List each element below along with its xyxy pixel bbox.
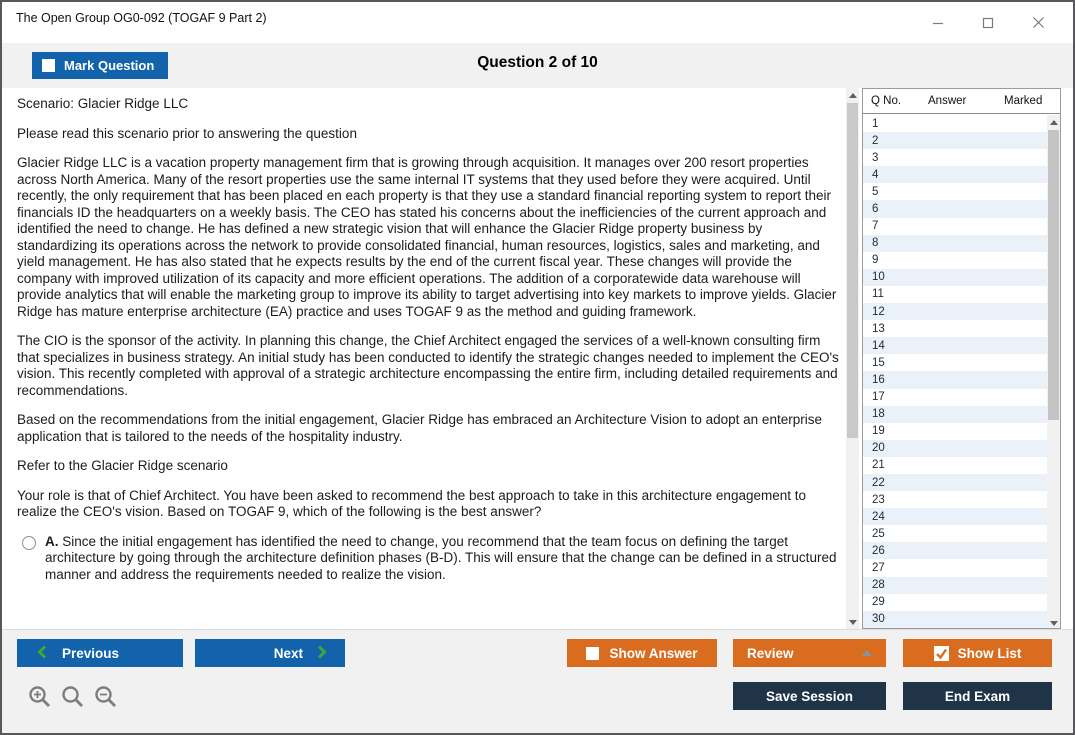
question-task: Your role is that of Chief Architect. You have been asked to recommend the best approach to take in this architecture engagement to realize the CEO's vision. Based on TOGAF 9, which of the following is the best answer? [17, 487, 806, 519]
col-answer: Answer [928, 95, 967, 107]
scenario-paragraph: Based on the recommendations from the initial engagement, Glacier Ridge has embraced an Architecture Vision to adopt an enterprise application that is tailored to the needs of the hospitality industry. [17, 412, 822, 444]
show-list-checkbox[interactable] [934, 646, 949, 661]
review-label: Review [747, 645, 794, 661]
question-list [863, 115, 1060, 628]
scroll-up-icon[interactable] [1047, 115, 1060, 129]
row-qno: 15 [872, 356, 885, 369]
question-counter: Question 2 of 10 [477, 54, 598, 71]
show-list-button[interactable] [903, 639, 1052, 667]
question-text [17, 96, 839, 583]
question-list-row[interactable] [863, 406, 1047, 423]
option-a-radio[interactable] [22, 536, 36, 550]
question-list-row[interactable] [863, 269, 1047, 286]
row-qno: 13 [872, 322, 885, 335]
row-qno: 30 [872, 613, 885, 626]
row-qno: 4 [872, 168, 879, 181]
review-button[interactable] [733, 639, 886, 667]
show-answer-button[interactable] [567, 639, 717, 667]
row-qno: 9 [872, 254, 879, 267]
refer-line: Refer to the Glacier Ridge scenario [17, 458, 228, 473]
question-list-row[interactable] [863, 183, 1047, 200]
zoom-toolbar [28, 685, 118, 709]
question-list-row[interactable] [863, 440, 1047, 457]
chevron-left-icon [37, 645, 47, 662]
footer-bar [2, 629, 1073, 733]
question-list-header [863, 89, 1060, 114]
row-qno: 1 [872, 117, 879, 130]
row-qno: 3 [872, 151, 879, 164]
question-list-row[interactable] [863, 594, 1047, 611]
row-qno: 20 [872, 442, 885, 455]
close-icon [1032, 16, 1045, 29]
zoom-out-icon[interactable] [94, 685, 118, 709]
question-list-row[interactable] [863, 559, 1047, 576]
question-list-row[interactable] [863, 200, 1047, 217]
question-list-row[interactable] [863, 577, 1047, 594]
row-qno: 23 [872, 493, 885, 506]
question-list-row[interactable] [863, 286, 1047, 303]
option-a-text: A. Since the initial engagement has identified the need to change, you recommend that the team focus on defining the target architecture by going through the architecture definition phases (B-D). This will ensure that the change can be defined in a structured manner and address the requirements needed to realize the vision. [45, 533, 837, 582]
question-list-row[interactable] [863, 303, 1047, 320]
row-qno: 19 [872, 425, 885, 438]
question-list-row[interactable] [863, 252, 1047, 269]
row-qno: 10 [872, 271, 885, 284]
question-list-row[interactable] [863, 457, 1047, 474]
minimize-icon [932, 17, 944, 29]
question-list-row[interactable] [863, 166, 1047, 183]
row-qno: 29 [872, 596, 885, 609]
row-qno: 7 [872, 220, 879, 233]
row-qno: 5 [872, 185, 879, 198]
row-qno: 18 [872, 408, 885, 421]
question-panel [2, 88, 860, 629]
question-list-row[interactable] [863, 235, 1047, 252]
row-qno: 17 [872, 391, 885, 404]
question-list-row[interactable] [863, 611, 1047, 628]
scenario-title: Scenario: Glacier Ridge LLC [17, 96, 189, 111]
header-strip [2, 43, 1073, 88]
scenario-paragraph: Glacier Ridge LLC is a vacation property management firm that is growing through acquisition. It manages over 200 resort properties across North America. Many of the resort properties use the same internal IT systems that they used before they were acquired. Until recently, the only requirement that has been placed en each property is that they use a standard financial reporting system to report their financials ID the headquarters on a weekly basis. The CEO has stated his concerns about the inefficiencies of the current approach and identified the need to change. He has defined a new strategic vision that will enhance the Glacier Ridge property business by standardizing its operations across the network to provide consolidated financial, human resources, logistics, sales and marketing, and yield management. He has also stated that he expects results by the end of the current fiscal year. These changes will provide the company with improved utilization of its capacity and more efficient operations. The addition of a corporatewide data warehouse will provide analytics that will enable the marketing group to improve its ability to target advertising into key markets to improve yields. Glacier Ridge has mature enterprise architecture (EA) practice and uses TOGAF 9 as the method and guiding framework. [17, 155, 837, 319]
question-list-row[interactable] [863, 371, 1047, 388]
question-list-row[interactable] [863, 218, 1047, 235]
next-button[interactable] [195, 639, 345, 667]
question-list-row[interactable] [863, 508, 1047, 525]
question-list-row[interactable] [863, 115, 1047, 132]
scroll-down-icon[interactable] [1047, 616, 1060, 628]
show-list-label: Show List [957, 645, 1022, 661]
row-qno: 26 [872, 544, 885, 557]
row-qno: 25 [872, 527, 885, 540]
scenario-paragraph: The CIO is the sponsor of the activity. In planning this change, the Chief Architect engaged the services of a well-known consulting firm that specializes in business strategy. An initial study has been conducted to identify the strategic changes needed to implement the CEO's vision. This recently completed with approval of a strategic architecture encompassing the entire firm, including detailed requirements and recommendations. [17, 333, 839, 398]
minimize-button[interactable] [913, 2, 963, 43]
col-marked: Marked [1004, 95, 1043, 107]
scroll-down-icon[interactable] [846, 615, 859, 629]
row-qno: 22 [872, 476, 885, 489]
end-exam-label: End Exam [944, 688, 1011, 704]
title-bar [2, 2, 1073, 43]
next-label: Next [273, 645, 303, 661]
question-list-rows [863, 115, 1047, 628]
question-list-row[interactable] [863, 474, 1047, 491]
row-qno: 6 [872, 203, 879, 216]
question-list-row[interactable] [863, 389, 1047, 406]
chevron-right-icon [317, 645, 327, 662]
row-qno: 28 [872, 579, 885, 592]
show-answer-checkbox[interactable] [586, 647, 599, 660]
row-qno: 8 [872, 237, 879, 250]
row-qno: 16 [872, 373, 885, 386]
close-button[interactable] [1013, 2, 1063, 43]
question-list-row[interactable] [863, 423, 1047, 440]
question-list-row[interactable] [863, 525, 1047, 542]
row-qno: 12 [872, 305, 885, 318]
question-list-row[interactable] [863, 491, 1047, 508]
row-qno: 24 [872, 510, 885, 523]
question-list-row[interactable] [863, 132, 1047, 149]
save-session-button[interactable] [733, 682, 886, 710]
question-list-row[interactable] [863, 337, 1047, 354]
question-list-row[interactable] [863, 354, 1047, 371]
row-qno: 21 [872, 459, 885, 472]
maximize-icon [982, 17, 994, 29]
row-qno: 11 [872, 288, 884, 301]
zoom-reset-icon[interactable] [61, 685, 85, 709]
previous-label: Previous [62, 645, 120, 661]
save-session-label: Save Session [765, 688, 854, 704]
option-a-letter: A. [45, 533, 59, 549]
zoom-in-icon[interactable] [28, 685, 52, 709]
question-list-scrollbar[interactable] [1047, 115, 1060, 628]
row-qno: 14 [872, 339, 885, 352]
question-list-row[interactable] [863, 542, 1047, 559]
question-list-row[interactable] [863, 320, 1047, 337]
question-scrollbar[interactable] [846, 88, 859, 629]
previous-button[interactable] [17, 639, 183, 667]
mark-question-label: Mark Question [64, 58, 155, 73]
scenario-instruction: Please read this scenario prior to answering the question [17, 125, 357, 141]
answer-option-a[interactable] [17, 534, 839, 584]
maximize-button[interactable] [963, 2, 1013, 43]
scrollbar-thumb[interactable] [1048, 130, 1059, 420]
row-qno: 2 [872, 134, 879, 147]
col-qno: Q No. [871, 95, 902, 107]
show-answer-label: Show Answer [609, 645, 698, 661]
row-qno: 27 [872, 561, 885, 574]
window-title: The Open Group OG0-092 (TOGAF 9 Part 2) [16, 11, 267, 25]
caret-up-icon [862, 650, 872, 656]
scrollbar-thumb[interactable] [847, 103, 858, 438]
end-exam-button[interactable] [903, 682, 1052, 710]
question-list-row[interactable] [863, 149, 1047, 166]
scroll-up-icon[interactable] [846, 88, 859, 102]
window-controls [913, 2, 1063, 43]
question-list-panel [862, 88, 1061, 629]
